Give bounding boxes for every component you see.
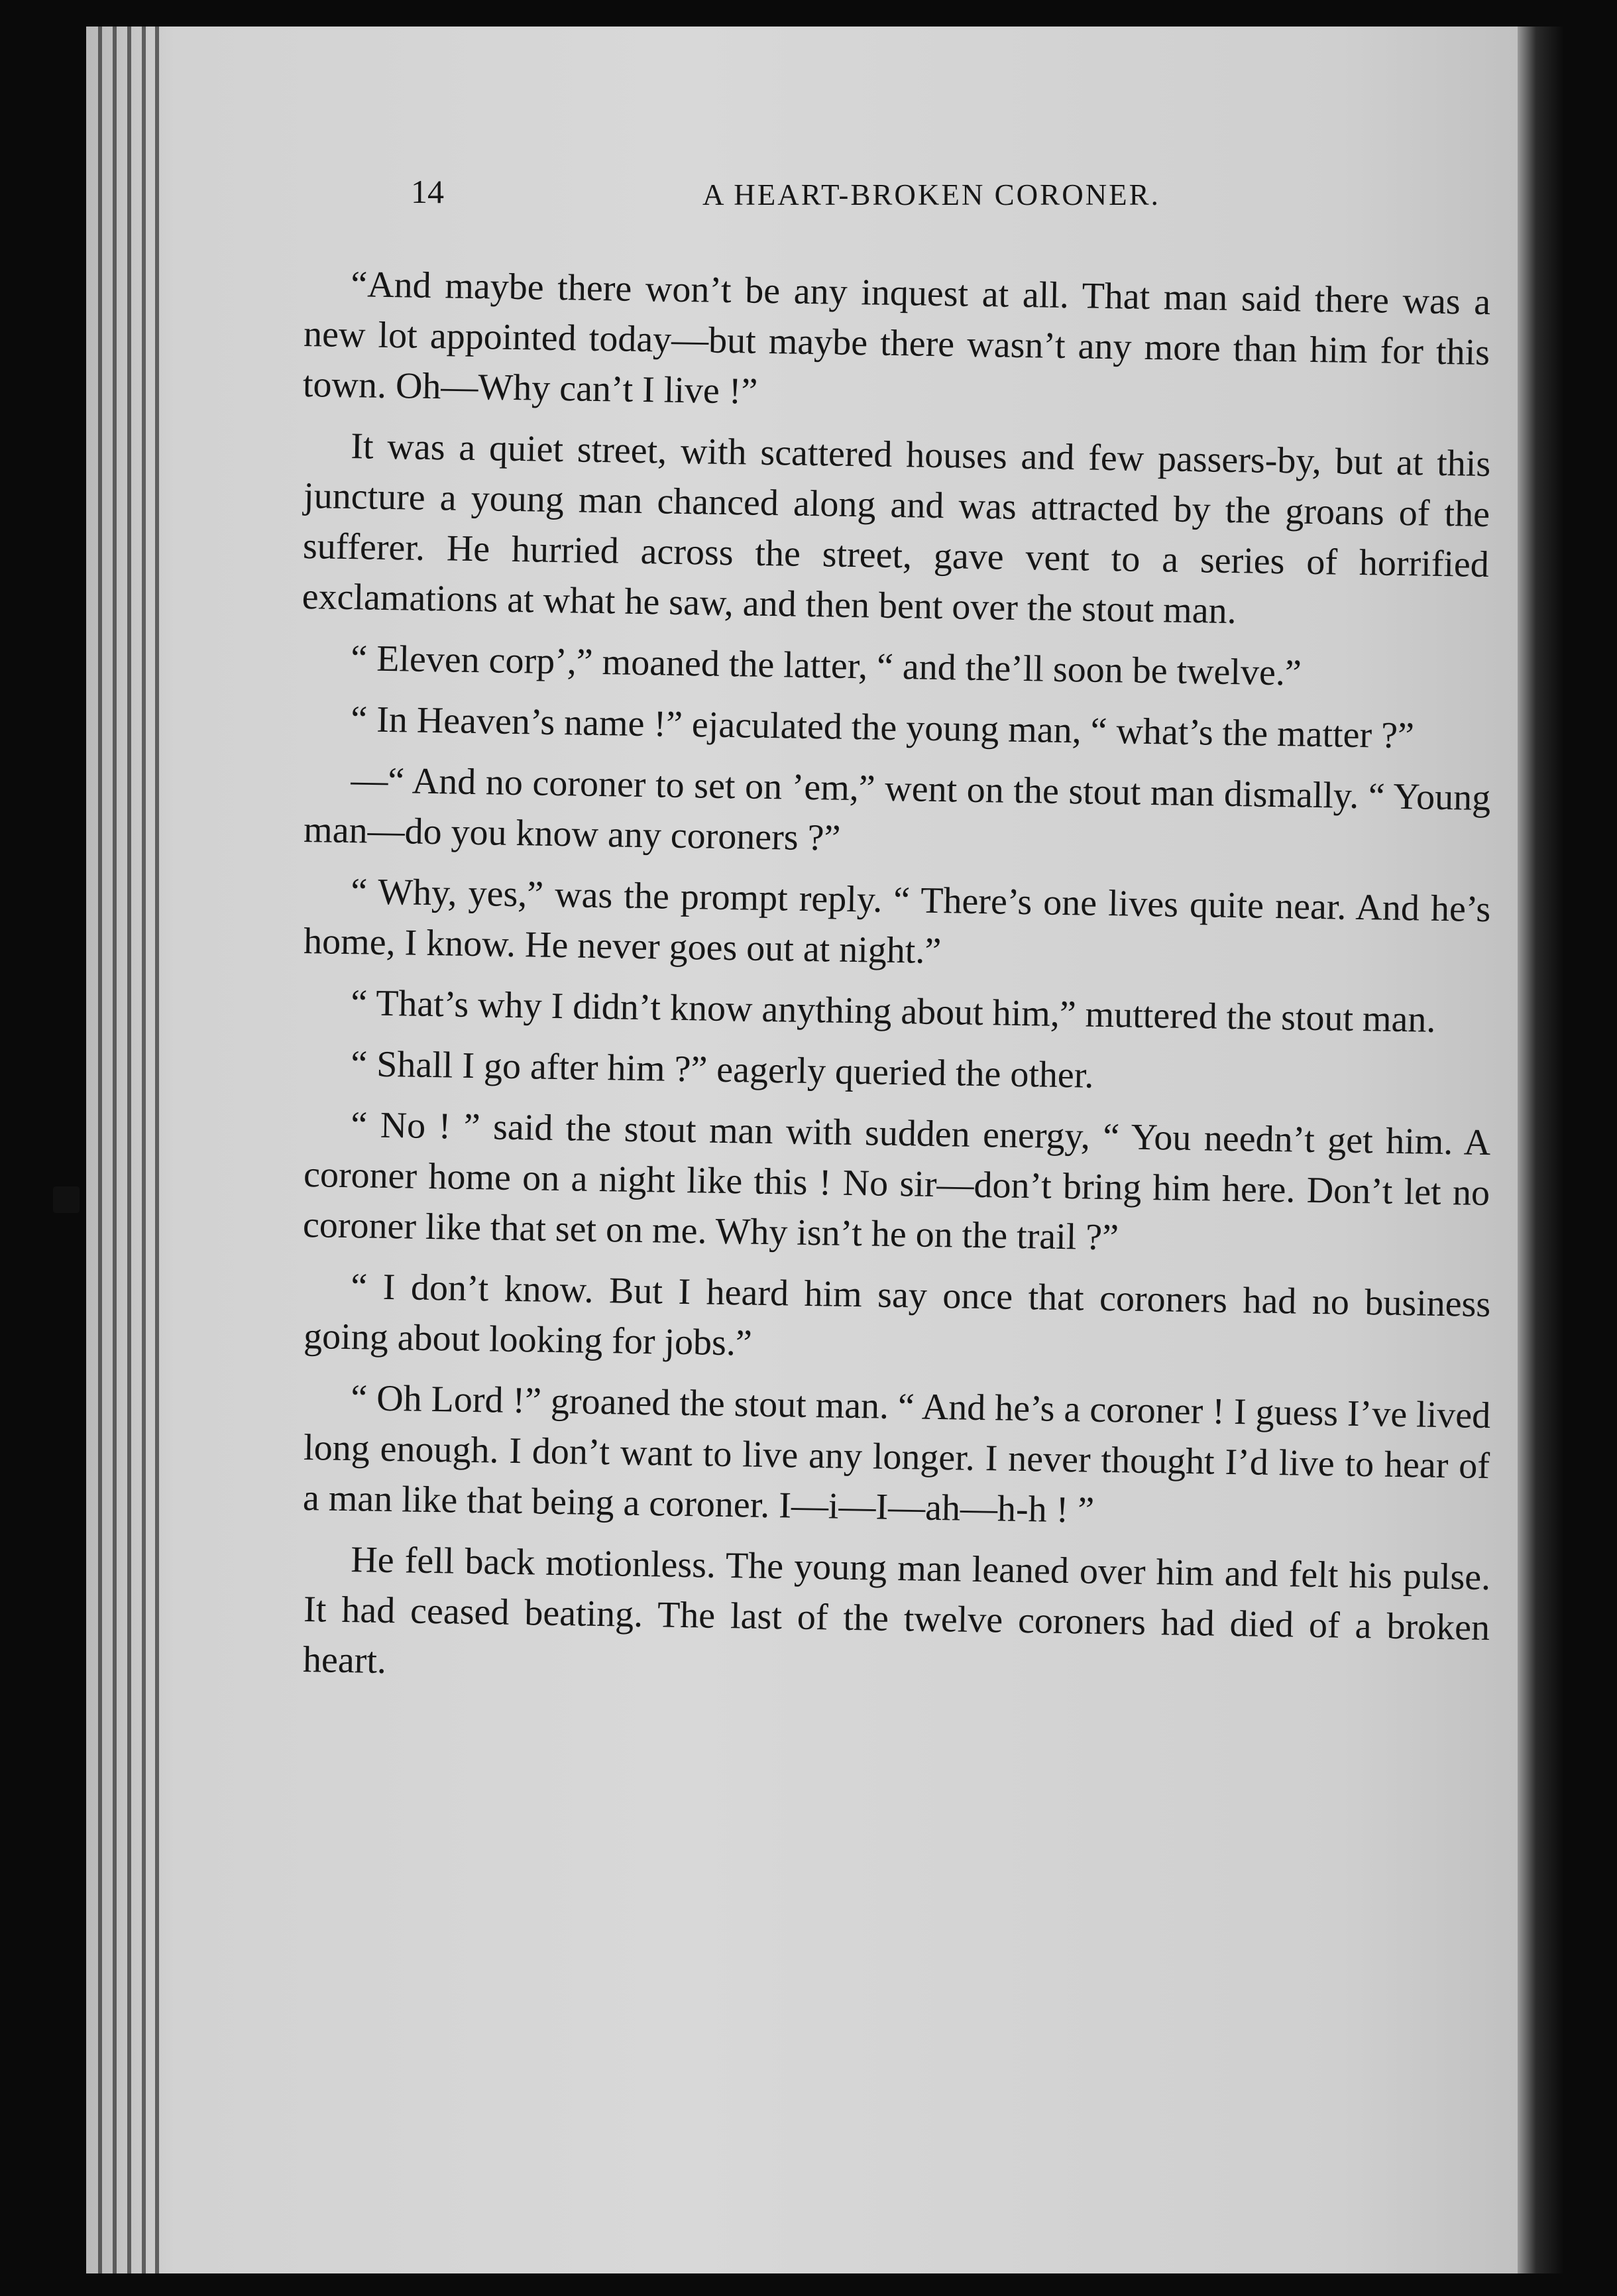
page-edge-line [113, 27, 117, 2273]
scan-blot [53, 1186, 80, 1213]
paragraph: He fell back motionless. The young man leaned over him and felt his pulse. It had ceased beating. The last of the twelve coroners had died of a broken heart. [302, 1539, 1491, 1682]
paragraph: “ No ! ” said the stout man with sudden energy, “ You needn’t get him. A coroner home on a night like this ! No sir—don’t bring him here. Don’t let no coroner like that set on me. Why isn’t he on the trail ?” [302, 1104, 1491, 1259]
page-edges [86, 27, 166, 2273]
page-edge-line [127, 27, 131, 2273]
running-head [305, 172, 1491, 239]
page-edge-line [142, 27, 146, 2273]
paragraph: “ Oh Lord !” groaned the stout man. “ And he’s a coroner ! I guess I’ve lived long enough. I don’t want to live any longer. I never thought I’d live to hear of a man like that being a coroner. I—i—I—ah—h-h ! ” [302, 1377, 1491, 1531]
running-title: A HEART-BROKEN CORONER. [702, 178, 1160, 211]
paragraph: “ Eleven corp’,” moaned the latter, “ and the’ll soon be twelve.” [350, 638, 1302, 694]
paragraph: “ That’s why I didn’t know anything about him,” muttered the stout man. [350, 982, 1436, 1041]
paragraph: “And maybe there won’t be any inquest at all. That man said there was a new lot appointed today—but maybe there wasn’t any more than him for this town. Oh—Why can’t I live !” [302, 264, 1491, 412]
paragraph: “ Why, yes,” was the prompt reply. “ There’s one lives quite near. And he’s home, I know. He never goes out at night.” [303, 871, 1491, 972]
paragraph: “ Shall I go after him ?” eagerly queried the other. [350, 1043, 1094, 1096]
paragraph: It was a quiet street, with scattered houses and few passers-by, but at this juncture a young man chanced along and was attracted by the groans of the sufferer. He hurried across the street, gave vent to a series of horrified exclamations at what he saw, and then bent over the stout man. [302, 426, 1491, 632]
paragraph: “ I don’t know. But I heard him say once that coroners had no business going about looking for jobs.” [303, 1266, 1491, 1364]
book-spine-shadow [1518, 27, 1564, 2273]
page-edge-line [98, 27, 102, 2273]
paragraph: —“ And no coroner to set on ’em,” went on the stout man dismally. “ Young man—do you know any coroners ?” [303, 760, 1491, 859]
paragraph: “ In Heaven’s name !” ejaculated the young man, “ what’s the matter ?” [350, 699, 1415, 757]
page-content [302, 172, 1491, 1695]
page-number: 14 [411, 173, 444, 210]
page-edge-line [155, 27, 159, 2273]
